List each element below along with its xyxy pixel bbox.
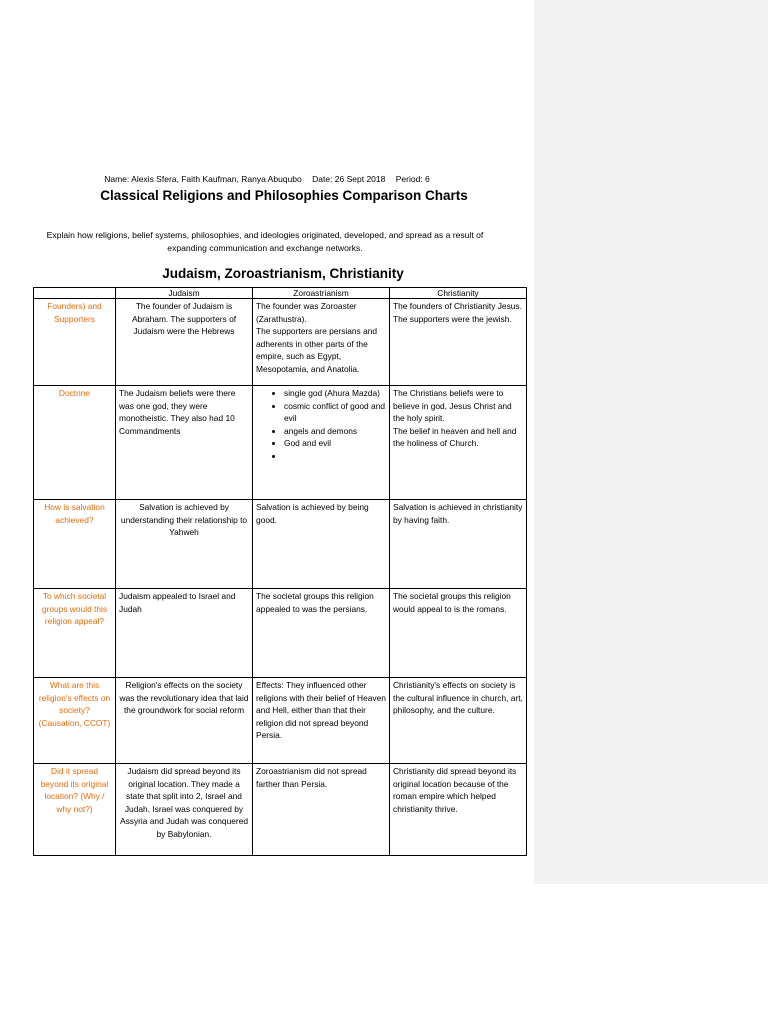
bullet-item: • angels and demons [284, 425, 386, 438]
cell-zoroastrianism-salvation: Salvation is achieved by being good. [253, 500, 390, 589]
section-title: Judaism, Zoroastrianism, Christianity [162, 266, 404, 281]
bullet-item: • cosmic conflict of good and evil [284, 400, 386, 425]
comparison-table [33, 287, 527, 856]
doctrine-bullet-list [256, 387, 386, 462]
corner-cell [34, 288, 116, 299]
column-header-zoroastrianism: Zoroastrianism [253, 288, 390, 299]
supporters-text: The supporters are persians and adherents in other parts of the empire, such as Egypt, Mesopotamia, and Anatolia. [256, 326, 378, 374]
cell-judaism-spread: Judaism did spread beyond its original location. They made a state that split into 2, Israel and Judah. Israel was conquered by Assyria and Judah was conquered by Babylonian. [116, 764, 253, 856]
student-names: Name: Alexis Sfera, Faith Kaufman, Ranya Abuqubo [104, 174, 302, 184]
cell-christianity-founders: The founders of Christianity Jesus. The supporters were the jewish. [390, 299, 527, 386]
cell-judaism-societal-groups: Judaism appealed to Israel and Judah [116, 589, 253, 678]
cell-christianity-spread: Christianity did spread beyond its original location because of the roman empire which helped christianity thrive. [390, 764, 527, 856]
period: Period: 6 [395, 174, 430, 184]
bullet-item: • God and evil [284, 437, 386, 450]
table-row-founders [34, 299, 527, 386]
table-row-effects [34, 678, 527, 764]
document-title: Classical Religions and Philosophies Comparison Charts [100, 188, 468, 203]
cell-judaism-salvation: Salvation is achieved by understanding their relationship to Yahweh [116, 500, 253, 589]
heaven-hell-text: The belief in heaven and hell and the holiness of Church. [393, 425, 517, 449]
date: Date: 26 Sept 2018 [312, 174, 386, 184]
cell-zoroastrianism-spread: Zoroastrianism did not spread farther than Persia. [253, 764, 390, 856]
bullet-item: • single god (Ahura Mazda) [284, 387, 386, 400]
cell-judaism-founders: The founder of Judaism is Abraham. The supporters of Judaism were the Hebrews [116, 299, 253, 386]
beliefs-text: The Christians beliefs were to believe in god, Jesus Christ and the holy spirit. [393, 388, 512, 424]
row-label-founders: Founders) and Supporters [34, 299, 116, 386]
intro-prompt: Explain how religions, belief systems, philosophies, and ideologies originated, developed, and spread as a result of expanding communication and exchange networks. [46, 230, 484, 253]
row-label-spread: Did it spread beyond its original location? (Why / why not?) [34, 764, 116, 856]
table-header-row [34, 288, 527, 299]
column-header-judaism: Judaism [116, 288, 253, 299]
cell-judaism-effects: Religion's effects on the society was the revolutionary idea that laid the groundwork for social reform [116, 678, 253, 764]
cell-zoroastrianism-societal-groups: The societal groups this religion appealed to was the persians. [253, 589, 390, 678]
cell-christianity-doctrine [390, 386, 527, 500]
table-row-salvation [34, 500, 527, 589]
table-row-spread [34, 764, 527, 856]
cell-christianity-salvation: Salvation is achieved in christianity by having faith. [390, 500, 527, 589]
cell-zoroastrianism-doctrine [253, 386, 390, 500]
cell-christianity-societal-groups: The societal groups this religion would appeal to is the romans. [390, 589, 527, 678]
row-label-doctrine: Doctrine [34, 386, 116, 500]
cell-zoroastrianism-founders [253, 299, 390, 386]
row-label-salvation: How is salvation achieved? [34, 500, 116, 589]
row-label-societal-groups: To which societal groups would this religion appeal? [34, 589, 116, 678]
cell-zoroastrianism-effects: Effects: They influenced other religions with their belief of Heaven and Hell, either than that their religion did not spread beyond Persia. [253, 678, 390, 764]
founder-text: The founder was Zoroaster (Zarathustra). [256, 301, 357, 324]
header-line [0, 174, 534, 184]
cell-christianity-effects: Christianity's effects on society is the cultural influence in church, art, philosophy, and the culture. [390, 678, 527, 764]
cell-judaism-doctrine: The Judaism beliefs were there was one god, they were monotheistic. They also had 10 Commandments [116, 386, 253, 500]
table-row-societal-groups [34, 589, 527, 678]
row-label-effects: What are this religion's effects on society? (Causation, CCOT) [34, 678, 116, 764]
bullet-item-empty [284, 450, 386, 462]
column-header-christianity: Christianity [390, 288, 527, 299]
comment-pane [534, 0, 768, 884]
table-row-doctrine [34, 386, 527, 500]
